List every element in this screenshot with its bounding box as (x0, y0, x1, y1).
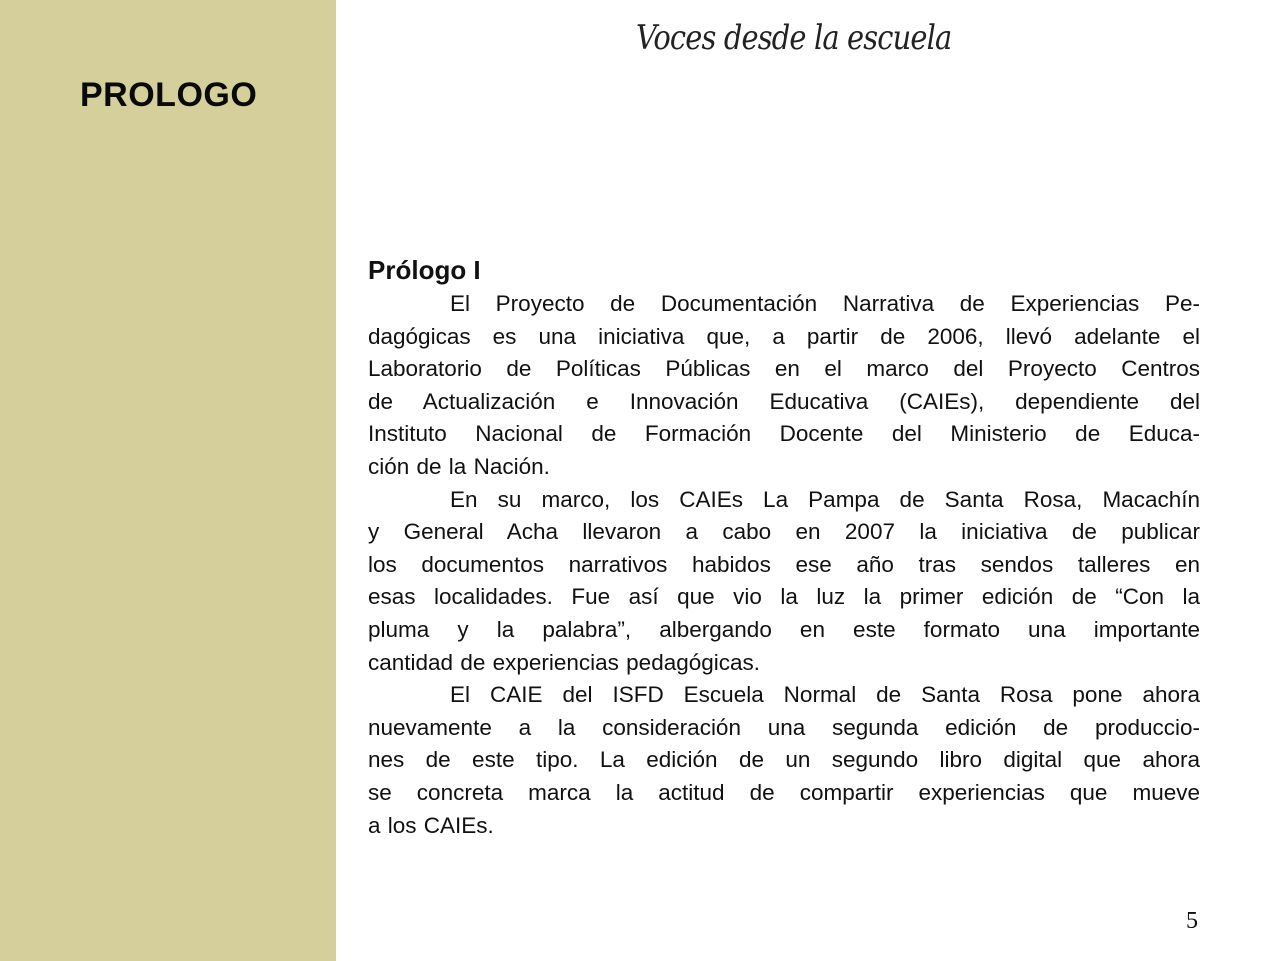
text-line: Laboratorio de Políticas Públicas en el marco del Proyecto Centros (368, 356, 1200, 382)
text-line: a los CAIEs. (368, 812, 494, 838)
text-line: cantidad de experiencias pedagógicas. (368, 649, 761, 675)
text-line: dagógicas es una iniciativa que, a partir de 2006, llevó adelante el (368, 323, 1200, 349)
book-title-header: Voces desde la escuela (636, 18, 952, 58)
text-line: El CAIE del ISFD Escuela Normal de Santa Rosa pone ahora (450, 682, 1200, 708)
text-line: se concreta marca la actitud de compartir experiencias que mueve (368, 779, 1200, 805)
text-line: esas localidades. Fue así que vio la luz la primer edición de “Con la (368, 584, 1200, 610)
text-line: los documentos narrativos habidos ese año tras sendos talleres en (368, 551, 1200, 577)
page-number: 5 (1186, 908, 1198, 934)
section-title: PROLOGO (80, 76, 258, 114)
text-line: En su marco, los CAIEs La Pampa de Santa Rosa, Macachín (450, 486, 1200, 512)
text-line: de Actualización e Innovación Educativa (CAIEs), dependiente del (368, 388, 1200, 414)
prologue-heading: Prólogo I (368, 255, 481, 285)
text-line: ción de la Nación. (368, 453, 550, 479)
text-line: nuevamente a la consideración una segunda edición de produccio- (368, 714, 1200, 740)
paragraph (368, 679, 1200, 842)
sidebar (0, 0, 336, 961)
text-line: pluma y la palabra”, albergando en este formato una importante (368, 616, 1200, 642)
paragraph (368, 288, 1200, 484)
prologue-content (368, 252, 1200, 842)
text-line: y General Acha llevaron a cabo en 2007 la iniciativa de publicar (368, 519, 1200, 545)
prologue-body (368, 288, 1200, 842)
text-line: El Proyecto de Documentación Narrativa de Experiencias Pe- (450, 291, 1200, 316)
text-line: Instituto Nacional de Formación Docente del Ministerio de Educa- (368, 421, 1200, 447)
text-line: nes de este tipo. La edición de un segundo libro digital que ahora (368, 747, 1200, 773)
paragraph (368, 484, 1200, 680)
